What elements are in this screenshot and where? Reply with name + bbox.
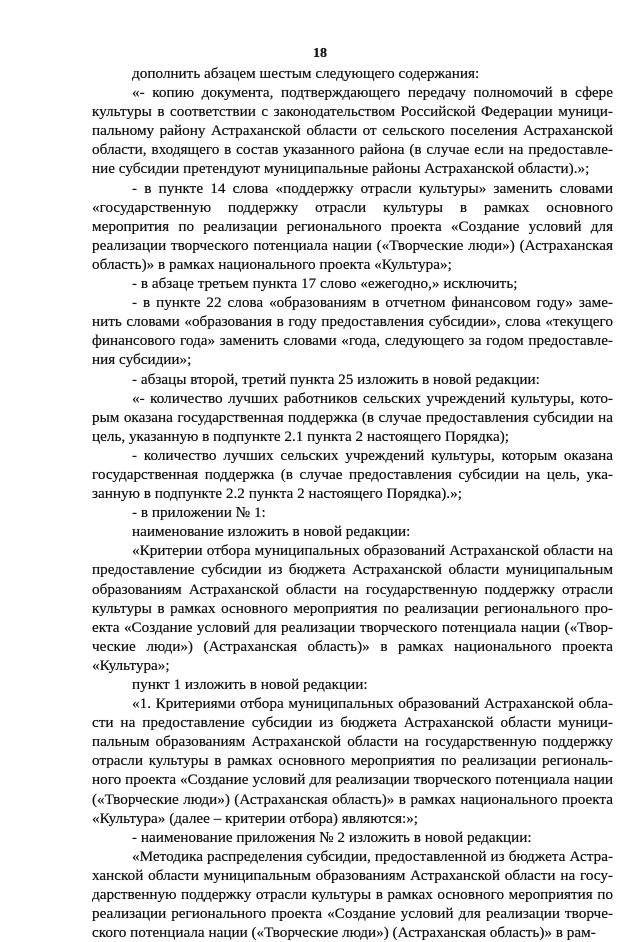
paragraph: «- количество лучших работников сельских учреждений культуры, кото-рым оказана государственная поддержка (в случае предоставления субсидии на цель, указанную в подпункте 2.1 пункта 2 настоящего Порядка); [92, 389, 613, 445]
paragraph: - наименование приложения № 2 изложить в новой редакции: [132, 828, 532, 846]
paragraph: «Критерии отбора муниципальных образований Астраханской области на предоставление субсидии из бюджета Астраханской области муниципальным образованиям Астраханской области на государственную поддержку отрасли культуры в рамках основного мероприятия по реализации регионального про-екта «Создание условий для реализации творческого потенциала нации («Твор-ческие люди») (Астраханская область)» в рамках национального проекта «Культура»; [92, 542, 613, 674]
document-body [92, 64, 613, 942]
paragraph: - в пункте 22 слова «образованиям в отчетном финансовом году» заме-нить словами «образования в году предоставления субсидии», слова «текущего финансового года» заменить словами «года, следующего за годом предоставле-ния субсидии»; [92, 294, 613, 369]
paragraph: - количество лучших сельских учреждений культуры, которым оказана государственная поддержка (в случае предоставления субсидии на цель, ука-занную в подпункте 2.2 пункта 2 настоящего Порядка).»; [92, 446, 613, 503]
paragraph: пункт 1 изложить в новой редакции: [132, 676, 368, 693]
paragraph: - в пункте 14 слова «поддержку отрасли культуры» заменить словами «государственную поддержку отрасли культуры в рамках основного меропрития по реализации регионального проекта «Создание условий для реализации творческого потенциала нации («Творческие люди») (Астраханская область)» в рамках национального проекта «Культура»; [92, 179, 613, 273]
paragraph: - в приложении № 1: [132, 504, 266, 522]
paragraph: «1. Критериями отбора муниципальных образований Астраханской обла-сти на предоставление субсидии из бюджета Астраханской области муници-пальным образованиям Астраханской области на государственную поддержку отрасли культуры в рамках основного мероприятия по реализации региональ-ного проекта «Создание условий для реализации творческого потенциала нации («Творческие люди») (Астраханская область)» в рамках национального проекта «Культура» (далее – критерии отбора) являются:»; [92, 695, 613, 827]
paragraph: «- копию документа, подтверждающего передачу полномочий в сфере культуры в соответствии с законодательством Российской Федерации муници-пальному району Астраханской области от сельского поселения Астраханской области, входящего в состав указанного района (в случае если на предоставле-ние субсидии претендуют муниципальные районы Астраханской области).»; [92, 84, 613, 178]
paragraph: «Методика распределения субсидии, предоставленной из бюджета Астра-ханской области муниципальным образованиям Астраханской области на госу-дарственную поддержку отрасли культуры в рамках основного мероприятия по реализации регионального проекта «Создание условий для реализации творче-ского потенциала нации («Творческие люди») (Астраханская область)» в рам- [92, 847, 613, 942]
paragraph: наименование изложить в новой редакции: [132, 523, 411, 541]
paragraph: дополнить абзацем шестым следующего содержания: [132, 65, 480, 82]
page-number: 18 [313, 46, 327, 61]
paragraph: - в абзаце третьем пункта 17 слово «ежегодно,» исключить; [132, 275, 518, 293]
paragraph: - абзацы второй, третий пункта 25 изложить в новой редакции: [132, 370, 540, 388]
